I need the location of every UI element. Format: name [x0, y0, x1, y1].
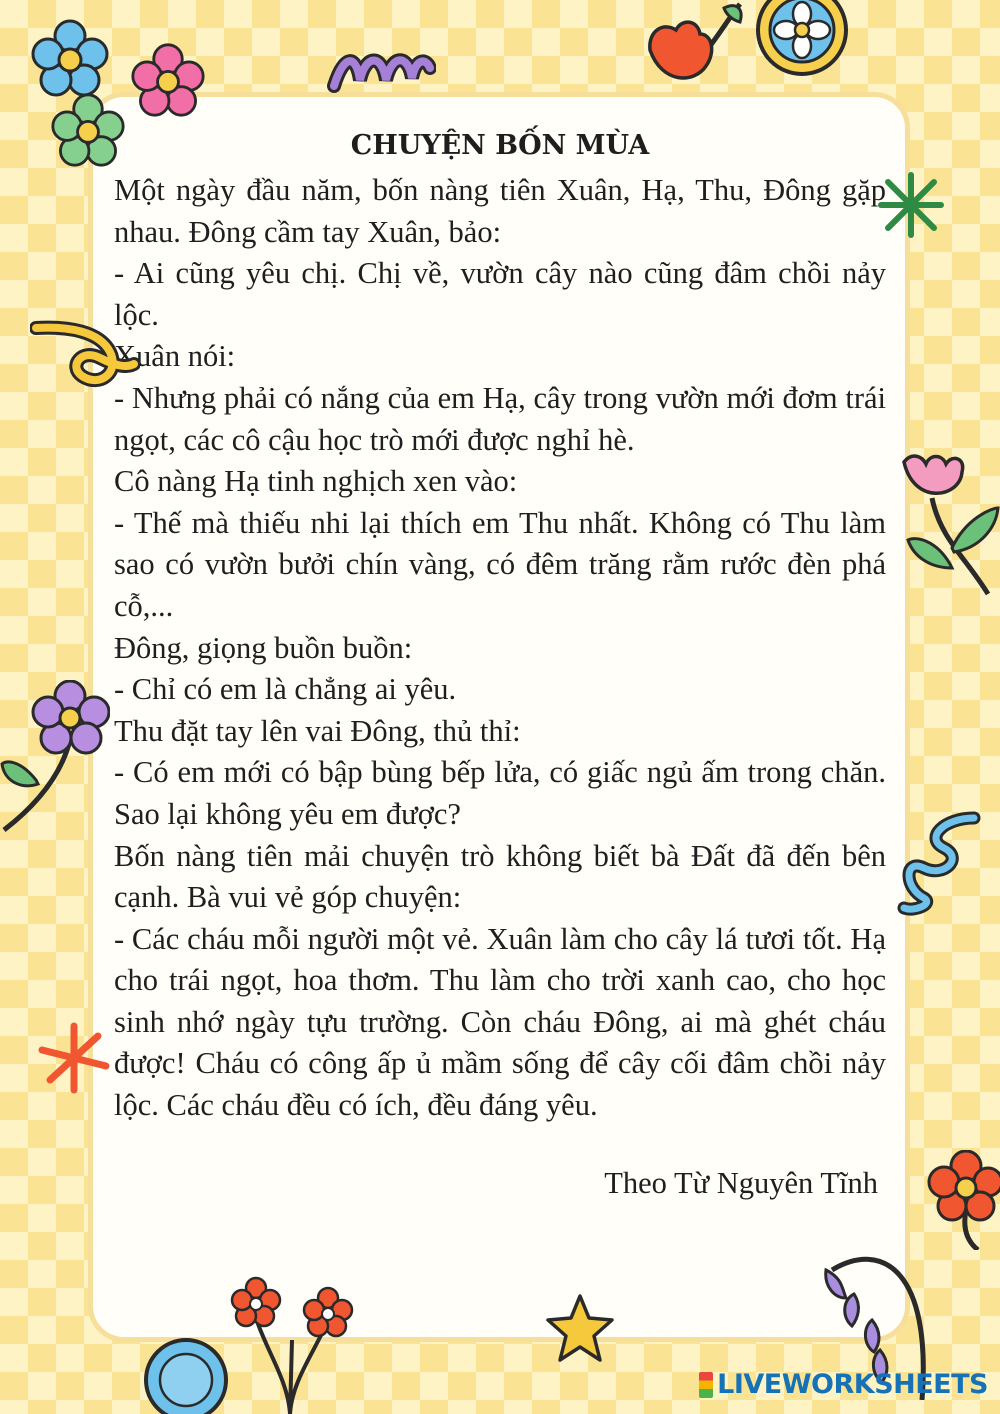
- flower-green-icon: [50, 92, 126, 168]
- story-paragraph: Một ngày đầu năm, bốn nàng tiên Xuân, Hạ, Thu, Đông gặp nhau. Đông cầm tay Xuân, bảo:: [114, 173, 886, 249]
- asterisk-orange-icon: [36, 1020, 112, 1096]
- story-paragraph: - Thế mà thiếu nhi lại thích em Thu nhất. Không có Thu làm sao có vườn bưởi chín vàng, có đêm trăng rằm rước đèn phá cỗ,...: [114, 505, 886, 623]
- flower-blue-icon: [30, 18, 110, 98]
- story-paragraph: - Chỉ có em là chẳng ai yêu.: [114, 672, 457, 707]
- document-title: CHUYỆN BỐN MÙA: [350, 130, 650, 161]
- tulip-red-icon: [636, 0, 746, 110]
- liveworksheets-logo[interactable]: [699, 1369, 988, 1400]
- brand-label: LIVEWORKSHEETS: [717, 1369, 988, 1400]
- story-paragraph: Bốn nàng tiên mải chuyện trò không biết bà Đất đã đến bên cạnh. Bà vui vẻ góp chuyện:: [114, 838, 886, 915]
- flower-pink-icon: [130, 42, 206, 118]
- star-yellow-icon: [544, 1292, 616, 1364]
- story-paragraph: - Có em mới có bập bùng bếp lửa, có giấc ngủ ấm trong chăn. Sao lại không yêu em được?: [114, 755, 886, 831]
- author-credit: Theo Từ Nguyên Tĩnh: [604, 1166, 878, 1200]
- story-paragraph: Cô nàng Hạ tinh nghịch xen vào:: [114, 464, 518, 499]
- live-badge-icon: [699, 1372, 713, 1398]
- daisy-badge-icon: [750, 0, 854, 80]
- story-paragraph: Xuân nói:: [114, 339, 236, 374]
- asterisk-green-icon: [876, 170, 946, 240]
- flower-red-icon: [918, 1150, 1000, 1250]
- flower-bouquet-icon: [226, 1270, 356, 1414]
- tulip-pink-icon: [896, 448, 1000, 598]
- story-paragraph: Đông, giọng buồn buồn:: [114, 630, 413, 665]
- spiral-blue-icon: [894, 808, 994, 918]
- swirl-yellow-icon: [30, 318, 140, 394]
- story-body: [114, 170, 886, 1127]
- circle-badge-icon: [140, 1330, 230, 1414]
- story-paragraph: - Nhưng phải có nắng của em Hạ, cây trong vườn mới đơm trái ngọt, các cô cậu học trò mới được nghỉ hè.: [114, 380, 886, 457]
- squiggle-purple-icon: [326, 44, 436, 94]
- story-paragraph: - Các cháu mỗi người một vẻ. Xuân làm cho cây lá tươi tốt. Hạ cho trái ngọt, hoa thơm. Thu làm cho trời xanh cao, cho học sinh nhớ ngày tựu trường. Còn cháu Đông, ai mà ghét cháu được! Cháu có công ấp ủ mầm sống để cây cối đâm chồi nảy lộc. Các cháu đều có ích, đều đáng yêu.: [114, 921, 886, 1123]
- flower-purple-icon: [0, 680, 110, 840]
- story-paragraph: Thu đặt tay lên vai Đông, thủ thỉ:: [114, 713, 521, 748]
- story-paragraph: - Ai cũng yêu chị. Chị về, vườn cây nào cũng đâm chồi nảy lộc.: [114, 256, 886, 332]
